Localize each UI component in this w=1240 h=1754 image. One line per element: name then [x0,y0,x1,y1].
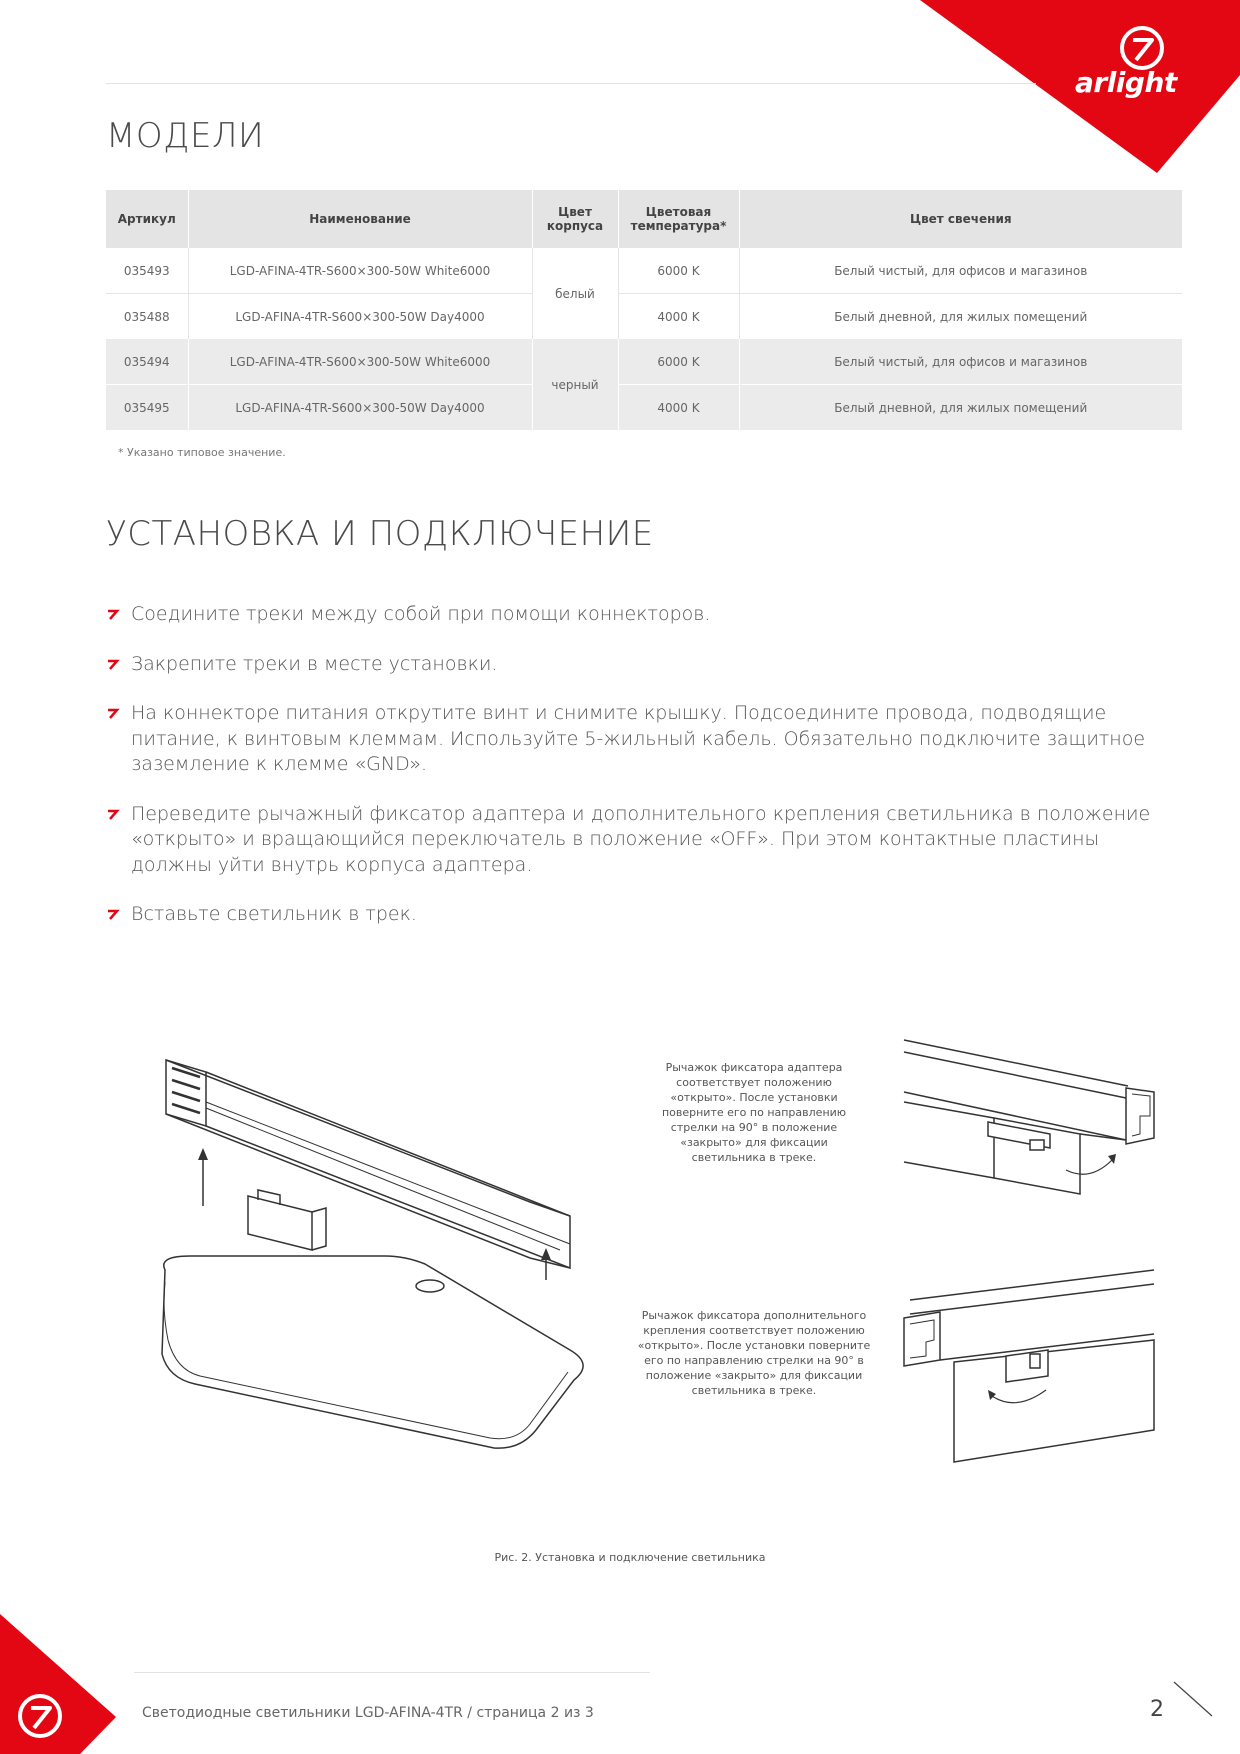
name-cell: LGD-AFINA-4TR-S600×300-50W White6000 [188,339,532,385]
column-header: Наименование [188,190,532,248]
arrow-bullet-icon [106,808,120,820]
column-header: Цветовая температура* [618,190,739,248]
article-cell: 035488 [106,294,188,340]
table-row [106,385,1182,431]
adapter-lever-detail [900,1030,1160,1240]
page-number: 2 [1150,1697,1164,1722]
brand-logo-text: arlight [1075,66,1177,99]
lever-caption-bottom: Рычажок фиксатора дополнительного крепления соответствует положению «открыто». После установки поверните его по направлению стрелки на 90° в положение «закрыто» для фиксации светильника в треке. [637,1309,871,1397]
glow-cell: Белый чистый, для офисов и магазинов [739,339,1182,385]
table-row [106,339,1182,385]
footer-divider [134,1672,650,1673]
up-arrow-icon [541,1248,551,1280]
name-cell: LGD-AFINA-4TR-S600×300-50W White6000 [188,248,532,294]
body-color-cell: белый [532,248,618,339]
models-table [106,190,1182,430]
list-item [106,701,1176,778]
footer-text: Светодиодные светильники LGD-AFINA-4TR / страница 2 из 3 [142,1705,594,1721]
page-slash-decoration [1172,1680,1216,1720]
list-item [106,602,1176,628]
temp-cell: 6000 K [618,339,739,385]
step-text: Вставьте светильник в трек. [131,903,417,925]
adapter-drawing [248,1190,326,1250]
lever-caption-top: Рычажок фиксатора адаптера соответствует положению «открыто». После установки поверните его по направлению стрелки на 90° в положение «закрыто» для фиксации светильника в треке. [661,1061,847,1164]
step-text: На коннекторе питания открутите винт и снимите крышку. Подсоедините провода, подводящие питание, к винтовым клеммам. Используйте 5-жильный кабель. Обязательно подключите защитное заземление к клемме «GND». [131,702,1146,775]
arrow-bullet-icon [106,908,120,920]
install-illustration [150,1050,590,1470]
table-header-row [106,190,1182,248]
arrow-bullet-icon [106,608,120,620]
article-cell: 035493 [106,248,188,294]
table-row [106,248,1182,294]
column-header: Цвет корпуса [532,190,618,248]
top-divider [106,83,1036,84]
temp-cell: 6000 K [618,248,739,294]
column-header: Артикул [106,190,188,248]
luminaire-drawing [162,1256,583,1448]
section-title-install: УСТАНОВКА И ПОДКЛЮЧЕНИЕ [106,514,654,554]
name-cell: LGD-AFINA-4TR-S600×300-50W Day4000 [188,294,532,340]
list-item [106,652,1176,678]
glow-cell: Белый чистый, для офисов и магазинов [739,248,1182,294]
install-steps-list [106,602,1176,952]
mount-lever-detail [896,1262,1160,1474]
temp-cell: 4000 K [618,385,739,431]
table-footnote: * Указано типовое значение. [118,446,286,459]
step-text: Соедините треки между собой при помощи коннекторов. [131,603,711,625]
body-color-cell: черный [532,339,618,430]
article-cell: 035495 [106,385,188,431]
table-row [106,294,1182,340]
up-arrow-icon [198,1148,208,1206]
column-header: Цвет свечения [739,190,1182,248]
step-text: Закрепите треки в месте установки. [131,652,498,675]
glow-cell: Белый дневной, для жилых помещений [739,294,1182,340]
list-item [106,802,1176,879]
figure-caption: Рис. 2. Установка и подключение светильника [494,1551,766,1564]
brand-corner-bottom [0,1614,120,1754]
arrow-bullet-icon [106,707,120,719]
track-drawing [166,1060,570,1268]
step-text: Переведите рычажный фиксатор адаптера и дополнительного крепления светильника в положение «открыто» и вращающийся переключатель в положение «OFF». При этом контактные пластины должны уйти внутрь корпуса адаптера. [131,802,1151,876]
article-cell: 035494 [106,339,188,385]
section-title-models: МОДЕЛИ [106,116,265,156]
list-item [106,902,1176,928]
temp-cell: 4000 K [618,294,739,340]
arrow-bullet-icon [106,658,120,670]
name-cell: LGD-AFINA-4TR-S600×300-50W Day4000 [188,385,532,431]
glow-cell: Белый дневной, для жилых помещений [739,385,1182,431]
